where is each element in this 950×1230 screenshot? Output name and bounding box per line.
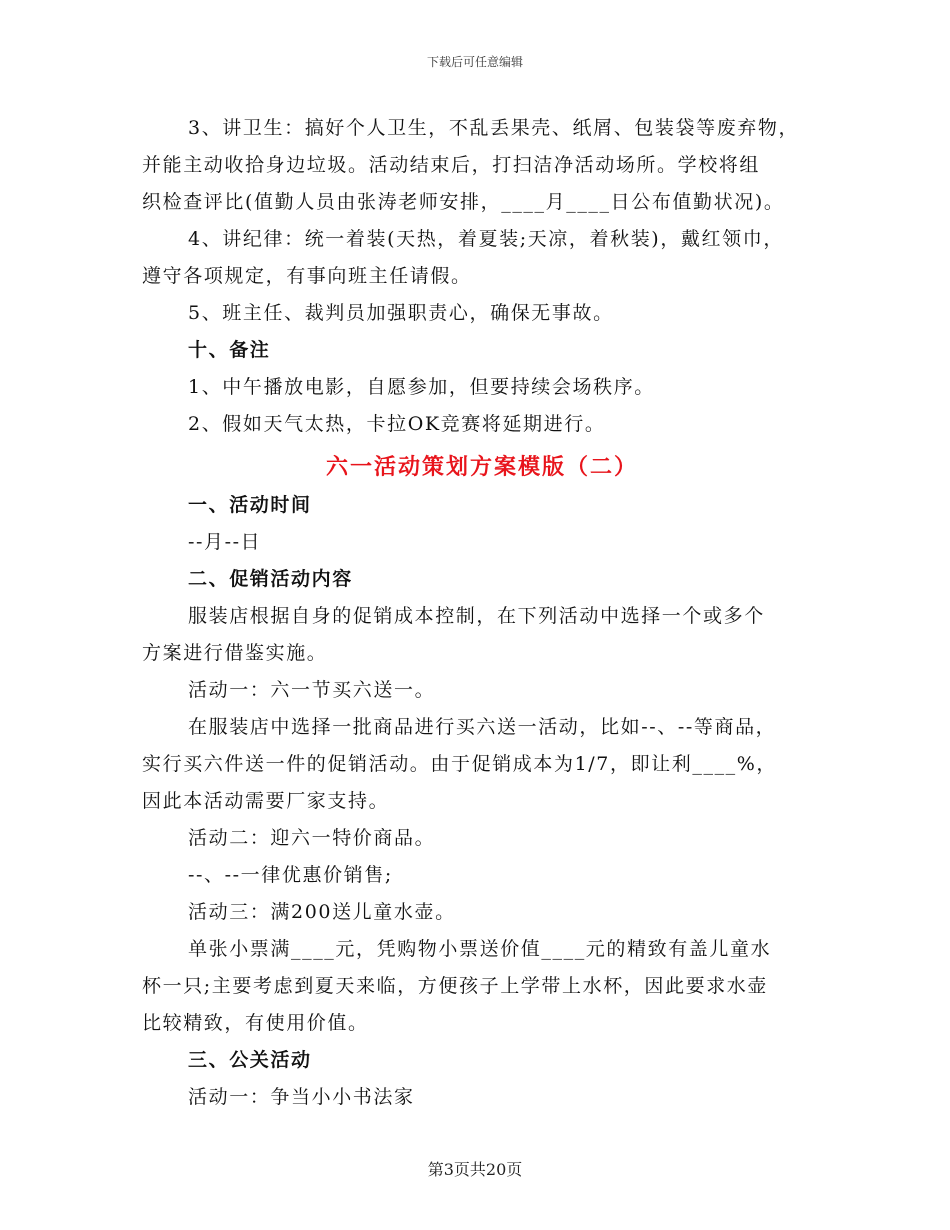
- document-body: [142, 110, 822, 1116]
- activity-2-desc: --、--一律优惠价销售;: [188, 864, 393, 886]
- section-heading-time: 一、活动时间: [188, 494, 312, 516]
- activity-date: --月--日: [188, 531, 262, 553]
- paragraph-item4: 4、讲纪律：统一着装(天热，着夏装;天凉，着秋装)，戴红领巾，: [188, 228, 784, 250]
- paragraph-item5: 5、班主任、裁判员加强职责心，确保无事故。: [188, 302, 614, 324]
- activity-3-desc-cont: 杯一只;主要考虑到夏天来临，方便孩子上学带上水杯，因此要求水壶: [142, 975, 769, 997]
- activity-1-desc-cont: 实行买六件送一件的促销活动。由于促销成本为1/7，即让利____%，: [142, 753, 778, 775]
- activity-3-desc-cont: 比较精致，有使用价值。: [142, 1012, 369, 1034]
- notes-heading: 十、备注: [188, 339, 271, 361]
- note-item-1: 1、中午播放电影，自愿参加，但要持续会场秩序。: [188, 376, 655, 398]
- note-item-2: 2、假如天气太热，卡拉OK竞赛将延期进行。: [188, 413, 606, 435]
- activity-1-desc-cont: 因此本活动需要厂家支持。: [142, 790, 390, 812]
- document-title: 六一活动策划方案模版（二）: [325, 454, 638, 480]
- activity-3-desc: 单张小票满____元，凭购物小票送价值____元的精致有盖儿童水: [188, 938, 772, 960]
- activity-3-title: 活动三：满200送儿童水壶。: [188, 901, 456, 923]
- paragraph-item3: 3、讲卫生：搞好个人卫生，不乱丢果壳、纸屑、包装袋等废弃物，: [188, 117, 800, 139]
- paragraph-item3-cont: 并能主动收拾身边垃圾。活动结束后，打扫洁净活动场所。学校将组: [142, 154, 761, 176]
- activity-2-title: 活动二：迎六一特价商品。: [188, 827, 436, 849]
- page-footer: 第3页共20页: [427, 1160, 523, 1179]
- promotion-intro: 服装店根据自身的促销成本控制，在下列活动中选择一个或多个: [188, 605, 765, 627]
- section-heading-pr: 三、公关活动: [188, 1049, 312, 1071]
- page-header-note: 下载后可任意编辑: [426, 55, 523, 69]
- section-heading-promotion: 二、促销活动内容: [188, 568, 353, 590]
- paragraph-item4-cont: 遵守各项规定，有事向班主任请假。: [142, 265, 472, 287]
- activity-1-desc: 在服装店中选择一批商品进行买六送一活动，比如--、--等商品，: [188, 716, 777, 738]
- promotion-intro-cont: 方案进行借鉴实施。: [142, 642, 328, 664]
- pr-activity-1-title: 活动一：争当小小书法家: [188, 1086, 415, 1108]
- activity-1-title: 活动一：六一节买六送一。: [188, 679, 436, 701]
- paragraph-item3-cont: 织检查评比(值勤人员由张涛老师安排，____月____日公布值勤状况)。: [142, 191, 785, 213]
